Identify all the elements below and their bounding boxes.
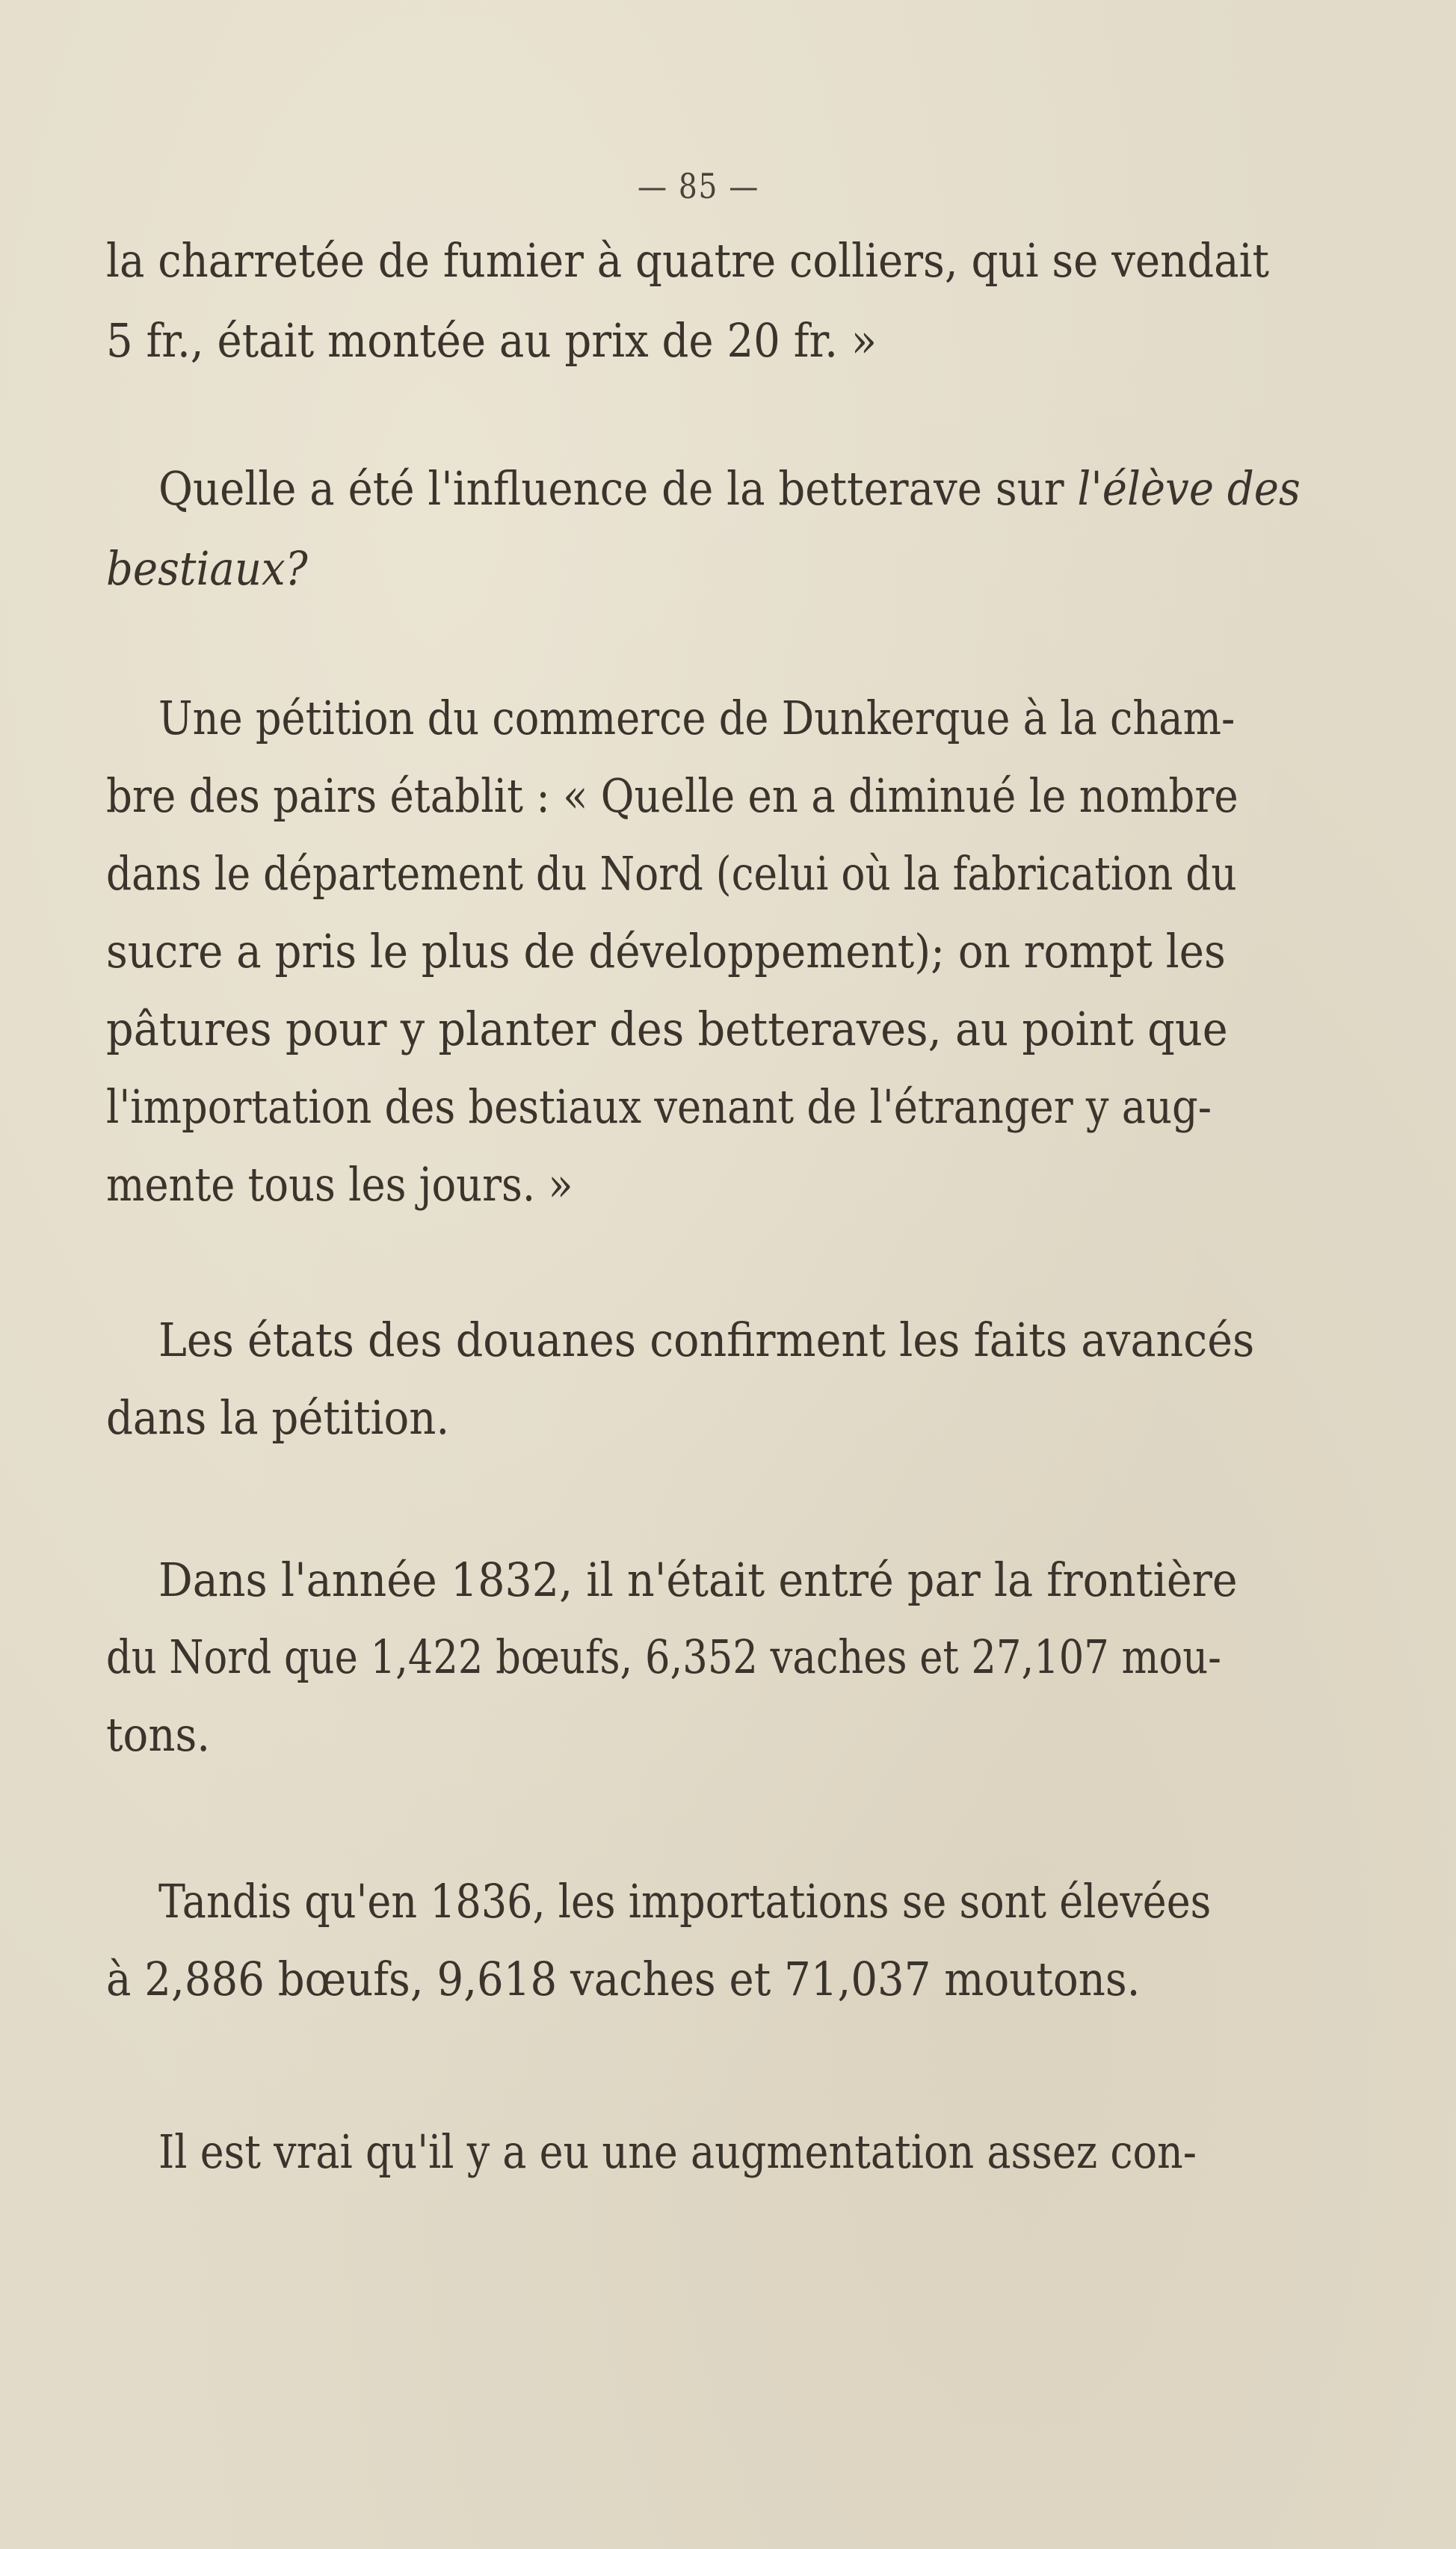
text-line: 5 fr., était montée au prix de 20 fr. »	[106, 313, 877, 368]
text-line: du Nord que 1,422 bœufs, 6,352 vaches et 27,107 mou-	[106, 1630, 1222, 1684]
question-text: Quelle a été l'influence de la betterave sur	[158, 461, 1078, 516]
italic-phrase: l'élève des	[1077, 461, 1301, 516]
text-line: Il est vrai qu'il y a eu une augmentation assez con-	[158, 2124, 1197, 2179]
text-line: à 2,886 bœufs, 9,618 vaches et 71,037 moutons.	[106, 1952, 1141, 2006]
text-line: mente tous les jours. »	[106, 1157, 573, 1212]
text-line: la charretée de fumier à quatre colliers, qui se vendait	[106, 233, 1270, 288]
text-line: bre des pairs établit : « Quelle en a diminué le nombre	[106, 768, 1238, 823]
text-line: l'importation des bestiaux venant de l'étranger y aug-	[106, 1079, 1212, 1134]
text-line: tons.	[106, 1707, 211, 1762]
text-line: dans le département du Nord (celui où la fabrication du	[106, 846, 1237, 901]
text-line: pâtures pour y planter des betteraves, au point que	[106, 1002, 1228, 1056]
text-line: Dans l'année 1832, il n'était entré par la frontière	[158, 1553, 1238, 1607]
question-line	[158, 461, 1301, 516]
text-line: dans la pétition.	[106, 1390, 450, 1445]
text-line: Les états des douanes confirment les faits avancés	[158, 1313, 1255, 1367]
page-number: — 85 —	[637, 166, 760, 206]
text-line: Une pétition du commerce de Dunkerque à la cham-	[158, 691, 1236, 745]
text-line: Tandis qu'en 1836, les importations se sont élevées	[158, 1874, 1212, 1929]
text-line: sucre a pris le plus de développement); on rompt les	[106, 924, 1226, 978]
question-line-end: bestiaux?	[106, 541, 308, 596]
